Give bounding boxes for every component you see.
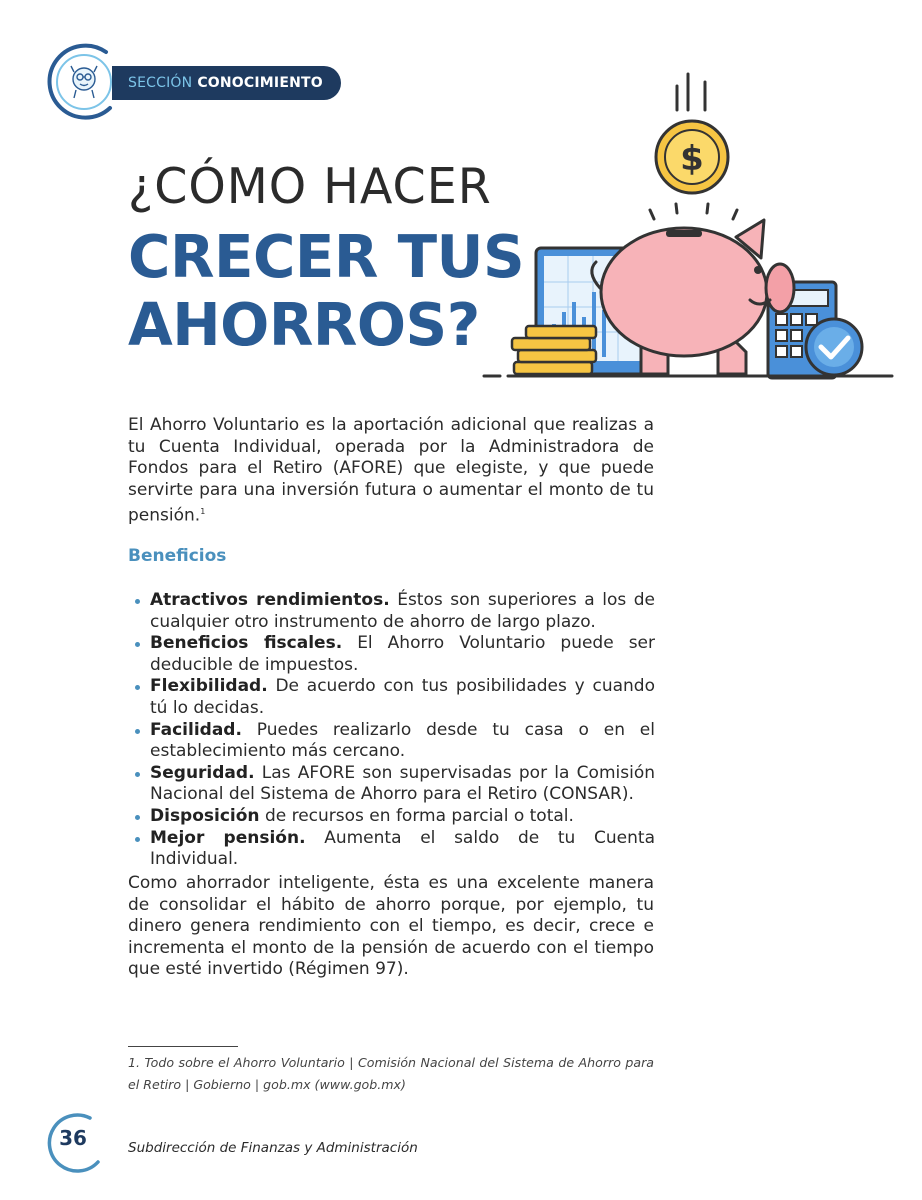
closing-paragraph: Como ahorrador inteligente, ésta es una excelente manera de consolidar el hábito de ahorro porque, por ejemplo, tu dinero genera rendimiento con el tiempo, es decir, crece e incrementa el monto de la pensión de acuerdo con el tiempo que esté invertido (Régimen 97). [128, 873, 654, 980]
page-title-line-1: ¿CÓMO HACER [128, 158, 492, 215]
section-label: SECCIÓN [128, 75, 193, 91]
svg-text:$: $ [680, 139, 704, 179]
footnote-reference: 1 [200, 507, 206, 517]
intro-paragraph: El Ahorro Voluntario es la aportación adicional que realizas a tu Cuenta Individual, operada por la Administradora de Fondos para el Retiro (AFORE) que elegiste, y que puede servirte para una inversión futura o aumentar el monto de tu pensión.$^1$ [128, 415, 654, 527]
page-title-line-2: CRECER TUS [128, 222, 525, 291]
page-title-line-3: AHORROS? [128, 290, 480, 359]
list-item: Atractivos rendimientos. Éstos son superiores a los de cualquier otro instrumento de ahorro de largo plazo. [133, 590, 655, 633]
coin-stack-icon [512, 326, 596, 374]
section-badge [112, 66, 341, 100]
footer-department: Subdirección de Finanzas y Administración [128, 1140, 418, 1156]
list-item: Flexibilidad. De acuerdo con tus posibilidades y cuando tú lo decidas. [133, 676, 655, 719]
list-item: Seguridad. Las AFORE son supervisadas por la Comisión Nacional del Sistema de Ahorro para el Retiro (CONSAR). [133, 763, 655, 806]
list-item: Beneficios fiscales. El Ahorro Voluntario puede ser deducible de impuestos. [133, 633, 655, 676]
footnote: 1. Todo sobre el Ahorro Voluntario | Comisión Nacional del Sistema de Ahorro para el Retiro | Gobierno | gob.mx (www.gob.mx) [128, 1055, 654, 1092]
list-item: Facilidad. Puedes realizarlo desde tu casa o en el establecimiento más cercano. [133, 720, 655, 763]
checkmark-icon [806, 319, 862, 375]
list-item: Disposición de recursos en forma parcial o total. [133, 806, 655, 828]
motion-lines [677, 74, 705, 110]
list-item: Mejor pensión. Aumenta el saldo de tu Cuenta Individual. [133, 828, 655, 871]
falling-coin-icon [656, 121, 728, 193]
section-name: CONOCIMIENTO [197, 75, 323, 91]
page-number: 36 [59, 1126, 87, 1150]
footnote-divider [128, 1046, 238, 1047]
benefits-heading: Beneficios [128, 546, 227, 566]
benefits-list [133, 590, 655, 871]
savings-illustration [478, 62, 898, 384]
